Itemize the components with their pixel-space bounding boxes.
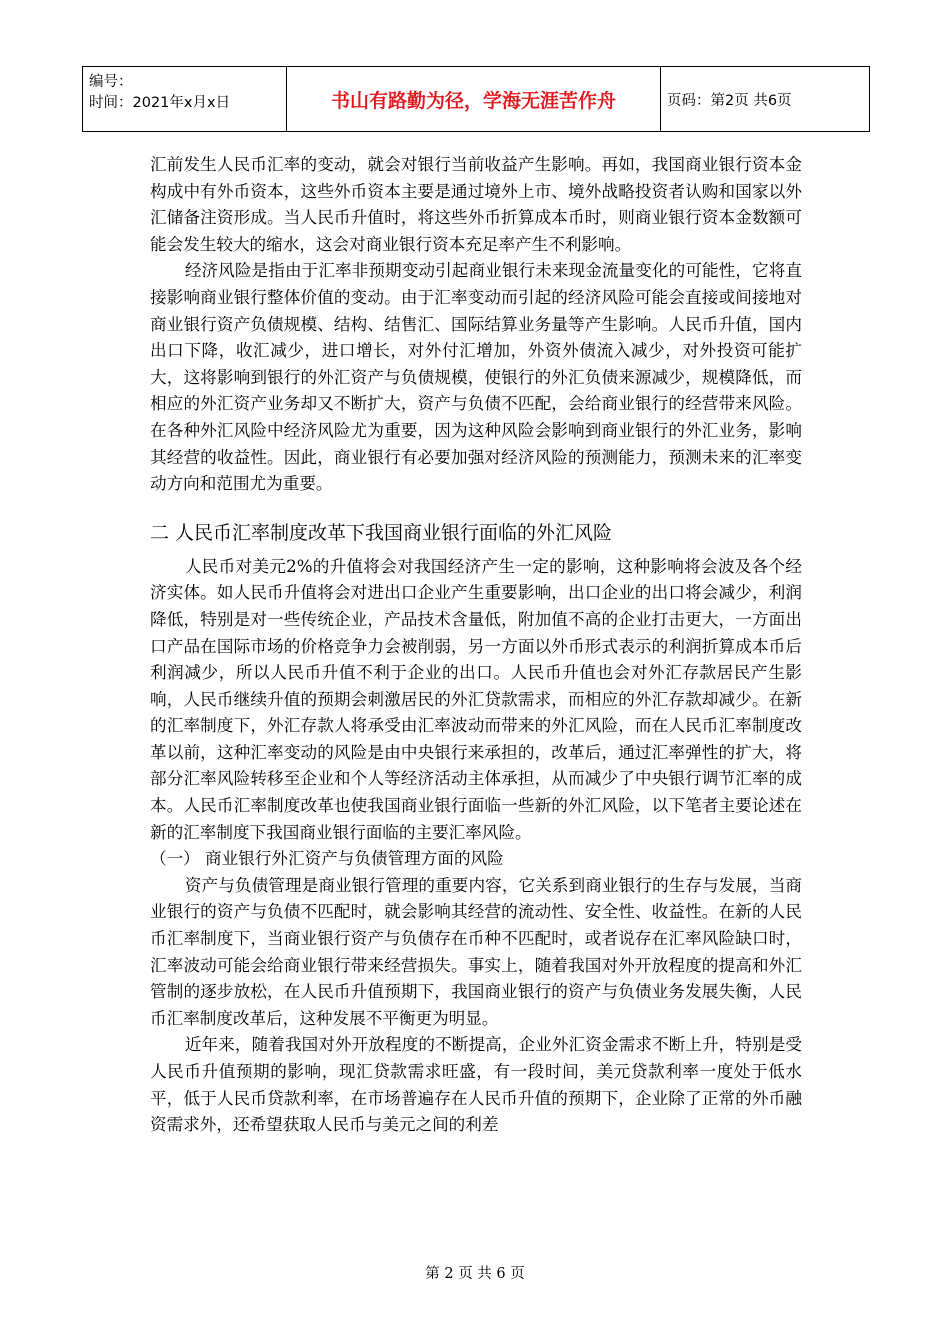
paragraph: 资产与负债管理是商业银行管理的重要内容，它关系到商业银行的生存与发展，当商业银行的资产与负债不匹配时，就会影响其经营的流动性、安全性、收益性。在新的人民币汇率制度下，当商业银行资产与负债存在币种不匹配时，或者说存在汇率风险缺口时，汇率波动可能会给商业银行带来经营损失。事实上，随着我国对外开放程度的提高和外汇管制的逐步放松，在人民币升值预期下，我国商业银行的资产与负债业务发展失衡，人民币汇率制度改革后，这种发展不平衡更为明显。 <box>150 875 802 1028</box>
header-motto: 书山有路勤为径，学海无涯苦作舟 <box>287 67 661 131</box>
document-body <box>150 152 802 1139</box>
header-meta <box>83 67 287 131</box>
paragraph: 近年来，随着我国对外开放程度的不断提高，企业外汇资金需求不断上升，特别是受人民币升值预期的影响，现汇贷款需求旺盛，有一段时间，美元贷款利率一度处于低水平，低于人民币贷款利率，在市场普遍存在人民币升值的预期下，企业除了正常的外币融资需求外，还希望获取人民币与美元之间的利差 <box>150 1035 802 1135</box>
document-time-label: 时间：2021年x月x日 <box>89 95 231 111</box>
subsection-title: （一） 商业银行外汇资产与负债管理方面的风险 <box>150 849 504 869</box>
header-page-info: 页码：第2页 共6页 <box>667 92 792 109</box>
page-header <box>82 66 870 132</box>
section-title: 二 人民币汇率制度改革下我国商业银行面临的外汇风险 <box>150 521 613 544</box>
paragraph: 汇前发生人民币汇率的变动，就会对银行当前收益产生影响。再如，我国商业银行资本金构成中有外币资本，这些外币资本主要是通过境外上市、境外战略投资者认购和国家以外汇储备注资形成。当人民币升值时，将这些外币折算成本币时，则商业银行资本金数额可能会发生较大的缩水，这会对商业银行资本充足率产生不利影响。 <box>150 155 802 254</box>
page-footer: 第 2 页 共 6 页 <box>425 1266 525 1282</box>
paragraph: 经济风险是指由于汇率非预期变动引起商业银行未来现金流量变化的可能性，它将直接影响商业银行整体价值的变动。由于汇率变动而引起的经济风险可能会直接或间接地对商业银行资产负债规模、结构、结售汇、国际结算业务量等产生影响。人民币升值，国内出口下降，收汇减少，进口增长，对外付汇增加，外资外债流入减少，对外投资可能扩大，这将影响到银行的外汇资产与负债规模，使银行的外汇负债来源减少，规模降低，而相应的外汇资产业务却又不断扩大，资产与负债不匹配，会给商业银行的经营带来风险。在各种外汇风险中经济风险尤为重要，因为这种风险会影响到商业银行的外汇业务，影响其经营的收益性。因此，商业银行有必要加强对经济风险的预测能力，预测未来的汇率变动方向和范围尤为重要。 <box>150 261 802 494</box>
document-number-label: 编号： <box>89 74 133 90</box>
paragraph: 人民币对美元2%的升值将会对我国经济产生一定的影响，这种影响将会波及各个经济实体。如人民币升值将会对进出口企业产生重要影响，出口企业的出口将会减少，利润降低，特别是对一些传统企业，产品技术含量低，附加值不高的企业打击更大，一方面出口产品在国际市场的价格竞争力会被削弱，另一方面以外币形式表示的利润折算成本币后利润减少，所以人民币升值不利于企业的出口。人民币升值也会对外汇存款居民产生影响，人民币继续升值的预期会刺激居民的外汇贷款需求，而相应的外汇存款却减少。在新的汇率制度下，外汇存款人将承受由汇率波动而带来的外汇风险，而在人民币汇率制度改革以前，这种汇率变动的风险是由中央银行来承担的，改革后，通过汇率弹性的扩大，将部分汇率风险转移至企业和个人等经济活动主体承担，从而减少了中央银行调节汇率的成本。人民币汇率制度改革也使我国商业银行面临一些新的外汇风险，以下笔者主要论述在新的汇率制度下我国商业银行面临的主要汇率风险。 <box>150 556 802 842</box>
